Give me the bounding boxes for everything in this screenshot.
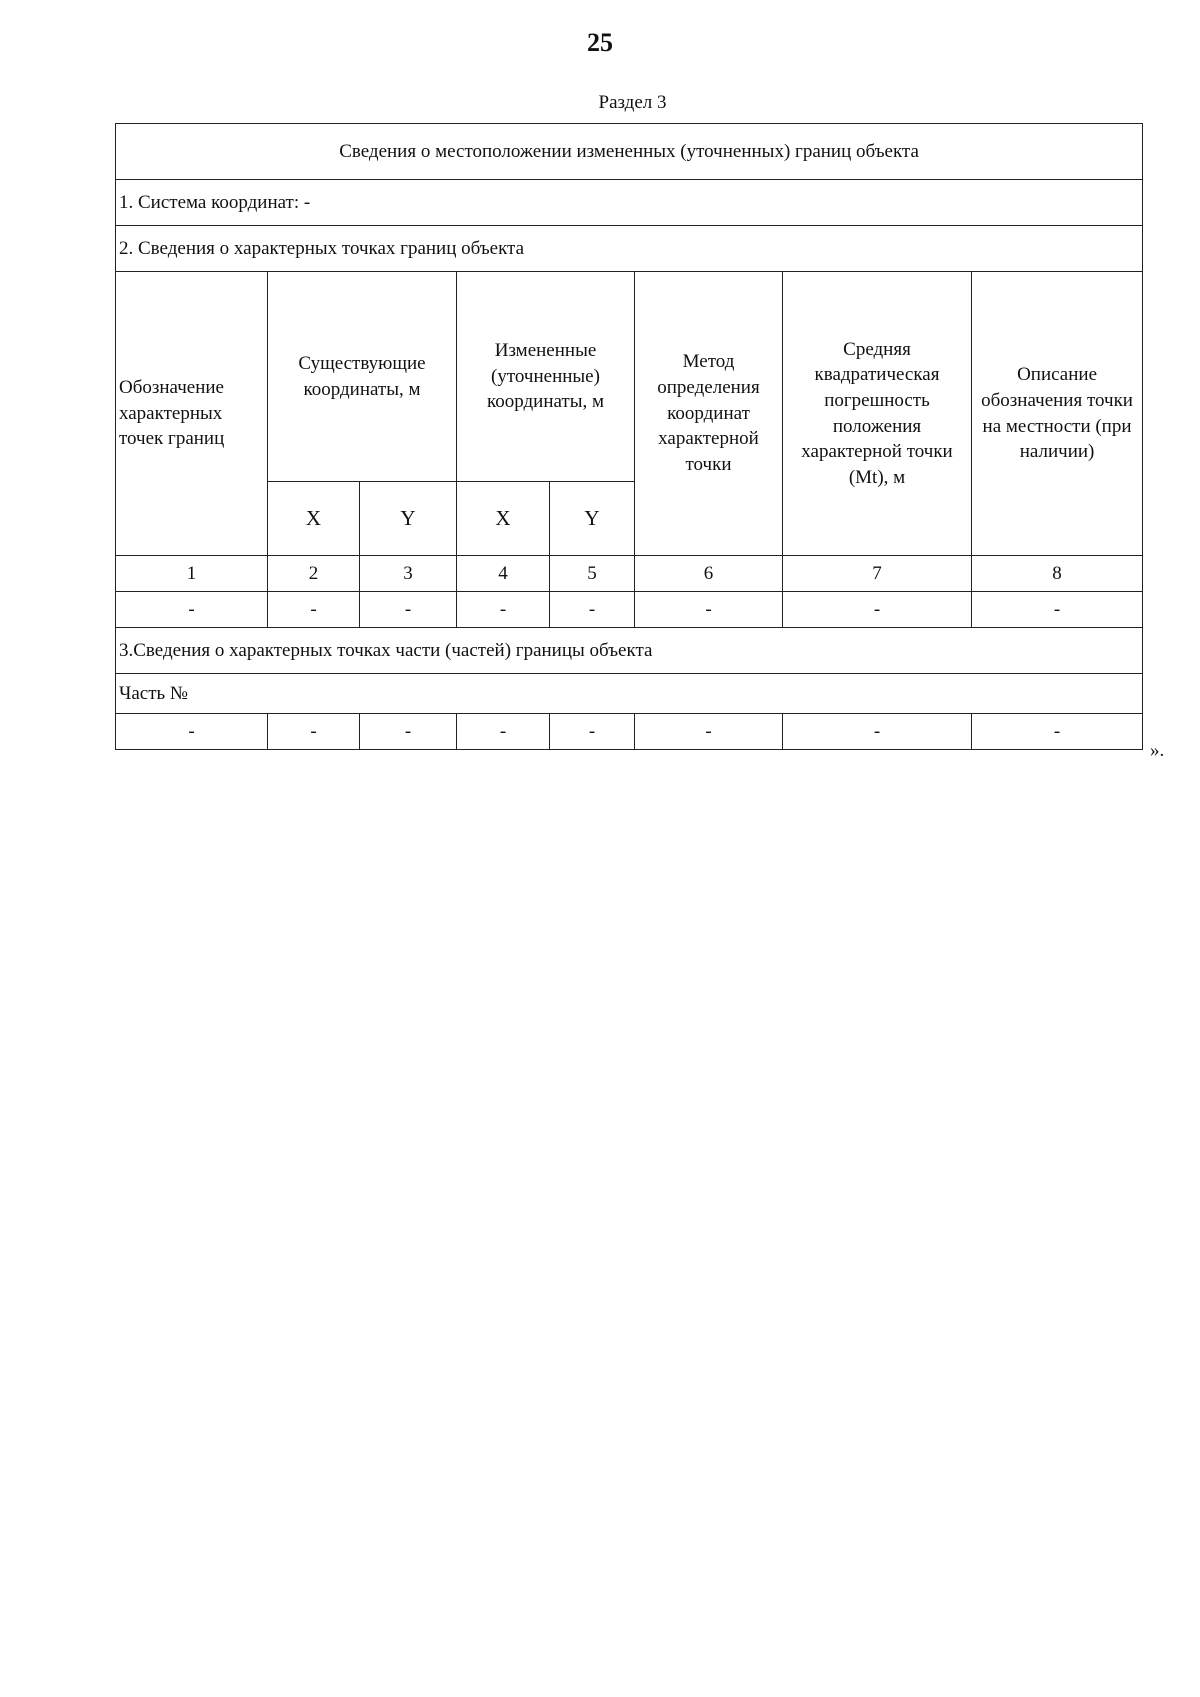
header-designation: Обозначение характерных точек границ <box>116 272 268 556</box>
table-cell: - <box>550 592 635 628</box>
table-cell: - <box>457 592 550 628</box>
header-x-existing: X <box>268 482 360 556</box>
header-changed-coords: Измененные (уточненные) координаты, м <box>457 272 635 482</box>
column-number: 3 <box>360 556 457 592</box>
points-heading-row <box>116 226 1143 272</box>
table-row <box>116 714 1143 750</box>
header-y-existing: Y <box>360 482 457 556</box>
column-number: 7 <box>783 556 972 592</box>
page-number: 25 <box>587 28 613 57</box>
column-number: 2 <box>268 556 360 592</box>
table-cell: - <box>360 592 457 628</box>
table-cell: - <box>635 714 783 750</box>
section-label: Раздел 3 <box>598 92 667 113</box>
table-cell: - <box>268 714 360 750</box>
part-label: Часть № <box>116 674 1143 714</box>
header-description: Описание обозначения точки на местности (при наличии) <box>972 272 1143 556</box>
header-y-changed: Y <box>550 482 635 556</box>
column-number: 1 <box>116 556 268 592</box>
coordinate-system: 1. Система координат: - <box>116 180 1143 226</box>
header-error: Средняя квадратическая погрешность положения характерной точки (Mt), м <box>783 272 972 556</box>
boundary-table <box>115 123 1143 750</box>
header-existing-coords: Существующие координаты, м <box>268 272 457 482</box>
header-row <box>116 272 1143 482</box>
table-cell: - <box>116 714 268 750</box>
table-cell: - <box>457 714 550 750</box>
header-x-changed: X <box>457 482 550 556</box>
column-numbers-row <box>116 556 1143 592</box>
header-method: Метод определения координат характерной точки <box>635 272 783 556</box>
table-cell: - <box>783 592 972 628</box>
points-heading: 2. Сведения о характерных точках границ объекта <box>116 226 1143 272</box>
table-cell: - <box>550 714 635 750</box>
closing-quote-mark: ». <box>1150 740 1165 761</box>
parts-heading-row <box>116 628 1143 674</box>
table-cell: - <box>360 714 457 750</box>
table-cell: - <box>635 592 783 628</box>
table-title-row <box>116 124 1143 180</box>
table-cell: - <box>783 714 972 750</box>
table-cell: - <box>972 714 1143 750</box>
table-title: Сведения о местоположении измененных (уточненных) границ объекта <box>116 124 1143 180</box>
part-label-row <box>116 674 1143 714</box>
parts-heading: 3.Сведения о характерных точках части (частей) границы объекта <box>116 628 1143 674</box>
column-number: 8 <box>972 556 1143 592</box>
column-number: 4 <box>457 556 550 592</box>
coordinate-system-row <box>116 180 1143 226</box>
column-number: 6 <box>635 556 783 592</box>
column-number: 5 <box>550 556 635 592</box>
table-row <box>116 592 1143 628</box>
table-cell: - <box>268 592 360 628</box>
table-cell: - <box>972 592 1143 628</box>
table-cell: - <box>116 592 268 628</box>
